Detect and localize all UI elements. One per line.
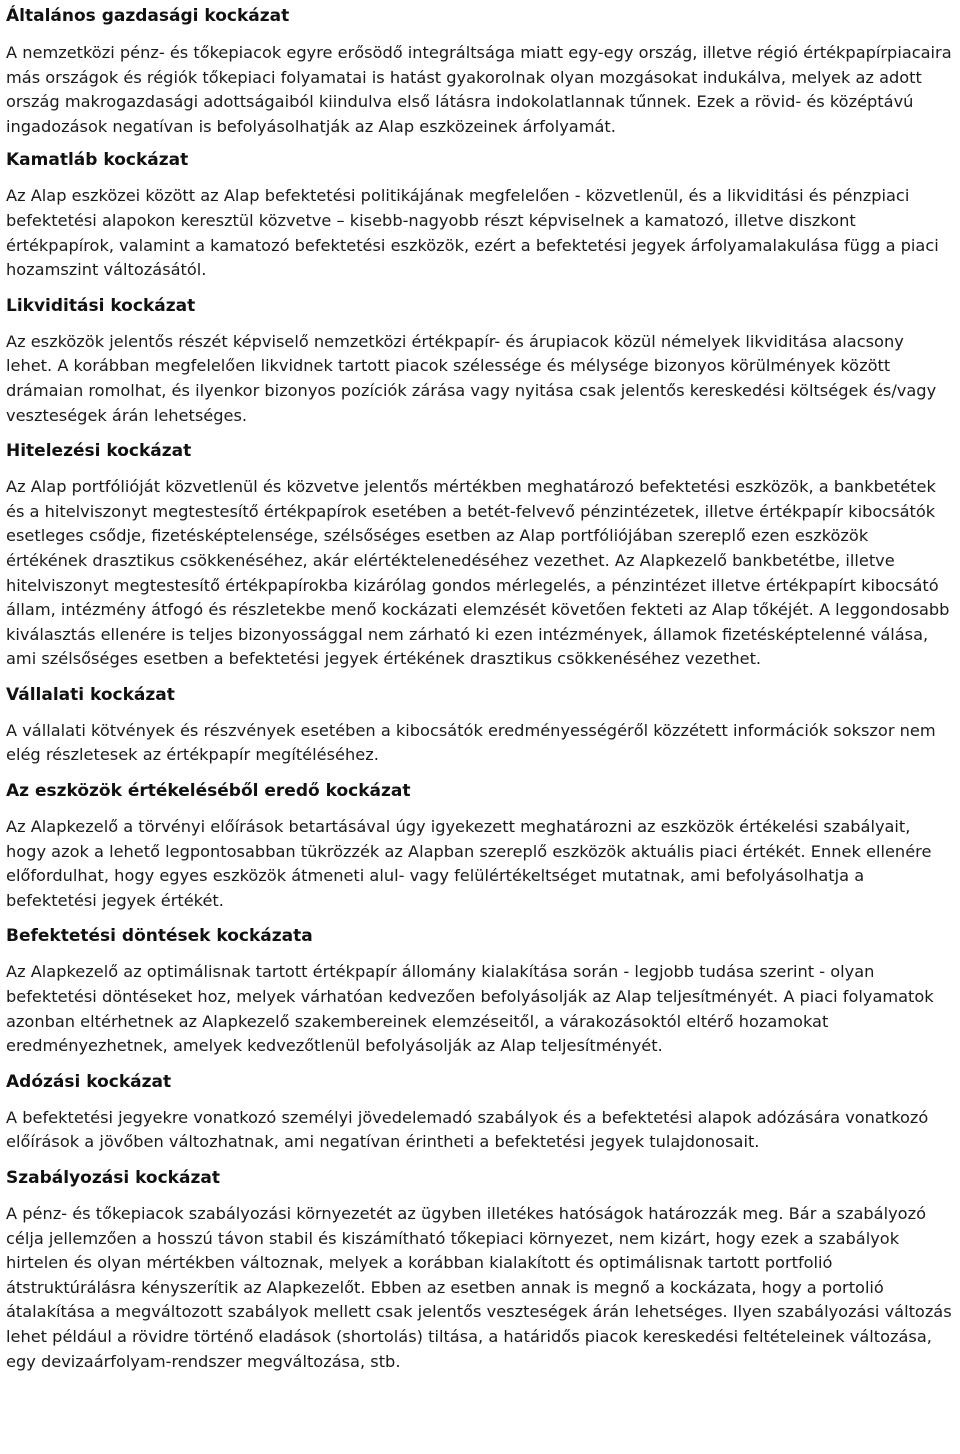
section-paragraph: Az Alapkezelő az optimálisnak tartott értékpapír állomány kialakítása során - legjobb tudása szerint - olyan befektetési döntéseket hoz, melyek várhatóan kedvezően befolyásolják az Alap teljesítményét. A piaci folyamatok azonban eltérhetnek az Alapkezelő szakembereinek elemzéseitől, a várakozásoktól eltérő hozamokat eredményezhetnek, amelyek kedvezőtlenül befolyásolják az Alap teljesítményét. <box>6 962 934 1056</box>
section-heading: Kamatláb kockázat <box>6 150 189 171</box>
section-paragraph: A vállalati kötvények és részvények esetében a kibocsátók eredményességéről közzétett információk sokszor nem elég részletesek az értékpapír megítéléséhez. <box>6 720 936 765</box>
section-hitelezesi-kockazat <box>6 438 954 672</box>
section-heading: Hitelezési kockázat <box>6 441 192 462</box>
section-heading: Vállalati kockázat <box>6 684 175 705</box>
section-paragraph: Az Alapkezelő a törvényi előírások betartásával úgy igyekezett meghatározni az eszközök értékelési szabályait, hogy azok a lehető legpontosabban tükrözzék az Alapban szereplő eszközök aktuális piaci értékét. Ennek ellenére előfordulhat, hogy egyes eszközök átmeneti alul- vagy felülértékeltséget mutatnak, ami befolyásolhatja a befektetési jegyek értékét. <box>6 817 932 910</box>
section-heading: Likviditási kockázat <box>6 295 196 316</box>
section-heading: Az eszközök értékeléséből eredő kockázat <box>6 781 411 802</box>
section-paragraph: Az Alap portfólióját közvetlenül és közvetve jelentős mértékben meghatározó befektetési eszközök, a bankbetétek és a hitelviszonyt megtestesítő értékpapírok esetében a betét-felvevő pénzintézetek, illetve értékpapír kibocsátók esetleges csődje, fizetésképtelensége, szélsőséges esetben az Alap portfóliójában szereplő ezen eszközök értékének drasztikus csökkenéséhez, akár elértéktelenedéséhez vezethet. Az Alapkezelő bankbetétbe, illetve hitelviszonyt megtestesítő értékpapírokba kizárólag gondos mérlegelés, a pénzintézet illetve értékpapírt kibocsátó állam, intézmény átfogó és részletekbe menő kockázati elemzését követően fekteti az Alap tőkéjét. A leggondosabb kiválasztás ellenére is teljes bizonyossággal nem zárható ki ezen intézmények, államok fizetésképtelenné válása, ami szélsőséges esetben a befektetési jegyek értékének drasztikus csökkenéséhez vezethet. <box>6 477 950 669</box>
section-heading: Adózási kockázat <box>6 1071 172 1092</box>
section-kamatlab-kockazat <box>6 147 954 282</box>
section-adozasi-kockazat <box>6 1069 954 1155</box>
section-heading: Általános gazdasági kockázat <box>6 6 290 26</box>
section-paragraph: Az Alap eszközei között az Alap befektetési politikájának megfelelően - közvetlenül, és a likviditási és pénzpiaci befektetési alapokon keresztül közvetve – kisebb-nagyobb részt képviselnek a kamatozó, illetve diszkont értékpapírok, valamint a kamatozó befektetési eszközök, ezért a befektetési jegyek árfolyamalakulása függ a piaci hozamszint változásától. <box>6 186 939 280</box>
section-likviditasi-kockazat <box>6 293 954 428</box>
section-ertekelesi-kockazat <box>6 778 954 913</box>
section-vallalati-kockazat <box>6 682 954 768</box>
section-paragraph: Az eszközök jelentős részét képviselő nemzetközi értékpapír- és árupiacok közül némelyek likviditása alacsony lehet. A korábban megfelelően likvidnek tartott piacok szélessége és mélysége bizonyos körülmények között drámaian romolhat, és ilyenkor bizonyos pozíciók zárása vagy nyitása csak jelentős kereskedési költségek és/vagy veszteségek árán lehetséges. <box>6 331 937 425</box>
section-paragraph: A befektetési jegyekre vonatkozó személyi jövedelemadó szabályok és a befektetési alapok adózására vonatkozó előírások a jövőben változhatnak, ami negatívan érintheti a befektetési jegyek tulajdonosait. <box>6 1107 929 1152</box>
section-altalanos-gazdasagi-kockazat <box>6 3 954 139</box>
section-szabalyozasi-kockazat <box>6 1165 954 1374</box>
section-paragraph: A pénz- és tőkepiacok szabályozási környezetét az ügyben illetékes hatóságok határozzák meg. Bár a szabályozó célja jellemzően a hosszú távon stabil és kiszámítható tőkepiaci környezet, nem kizárt, hogy ezek a szabályok hirtelen és olyan mértékben változnak, melyek a korábban kialakított és optimálisnak tartott portfolió átstruktúrálásra kényszerítik az Alapkezelőt. Ebben az esetben annak is megnő a kockázata, hogy a portolió átalakítása a megváltozott szabályok mellett csak jelentős veszteségek árán lehetséges. Ilyen szabályozási változás lehet például a rövidre történő eladások (shortolás) tiltása, a határidős piacok kereskedési feltételeinek változása, egy devizaárfolyam-rendszer megváltozása, stb. <box>6 1204 952 1371</box>
section-heading: Szabályozási kockázat <box>6 1168 220 1188</box>
section-befektetesi-dontesek-kockazata <box>6 923 954 1058</box>
section-paragraph: A nemzetközi pénz- és tőkepiacok egyre erősödő integráltsága miatt egy-egy ország, illetve régió értékpapírpiacaira más országok és régiók tőkepiaci folyamatai is hatást gyakorolnak olyan mozgásokat indukálva, melyek az adott ország makrogazdasági adottságaiból kiindulva első látásra indokolatlannak tűnnek. Ezek a rövid- és középtávú ingadozások negatívan is befolyásolhatják az Alap eszközeinek árfolyamát. <box>6 43 952 136</box>
section-heading: Befektetési döntések kockázata <box>6 926 313 947</box>
